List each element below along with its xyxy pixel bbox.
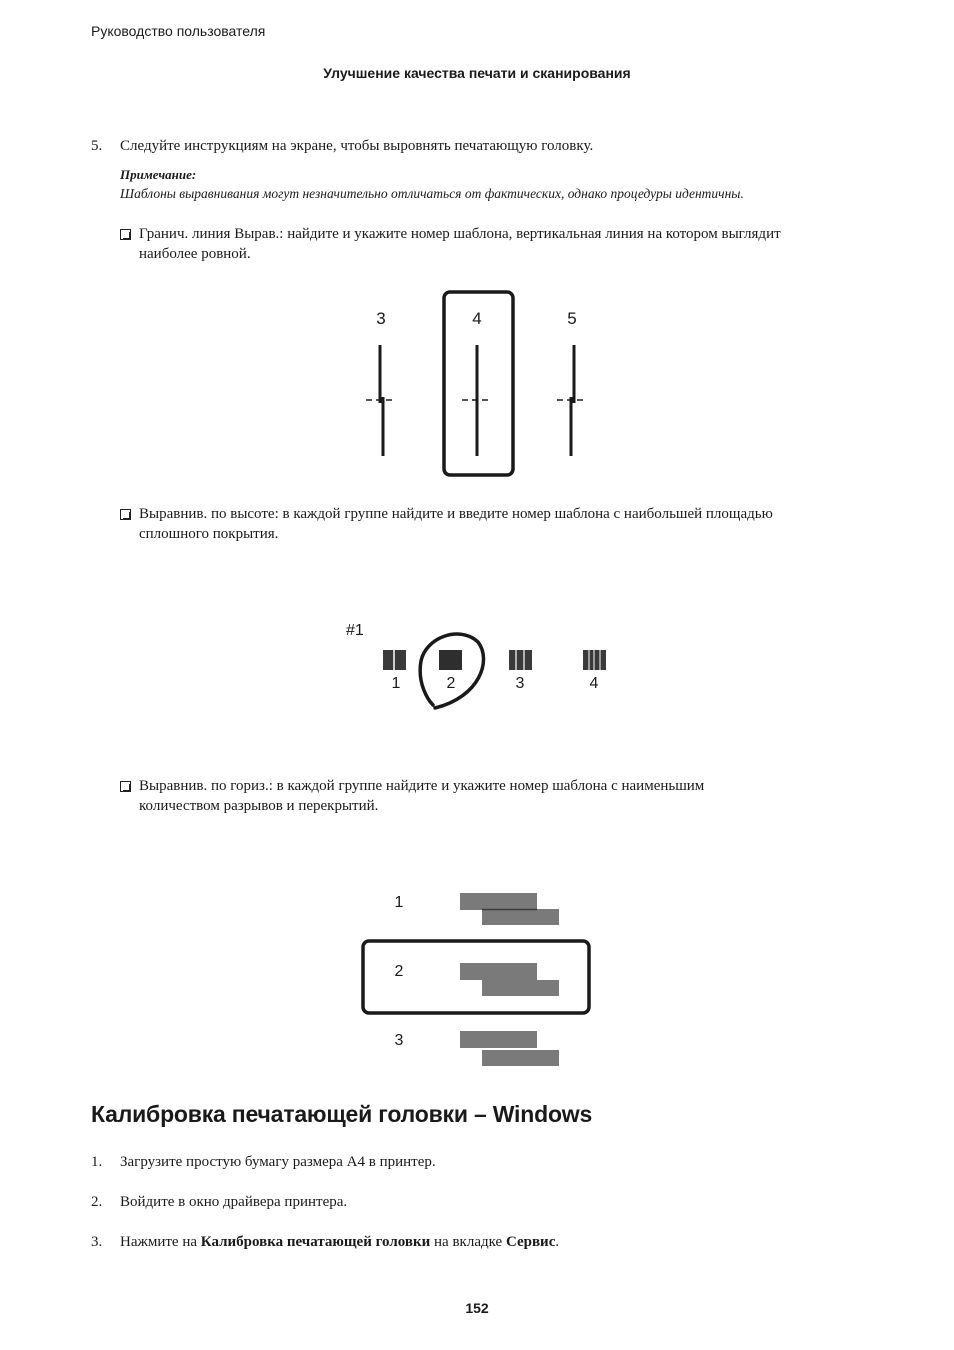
bullet-item <box>139 504 879 544</box>
step-number: 5. <box>91 138 103 154</box>
bullet-line: наиболее ровной. <box>139 246 251 262</box>
bullet-line: сплошного покрытия. <box>139 526 279 542</box>
bullet-item <box>139 224 879 264</box>
pattern-bar <box>460 1031 537 1048</box>
pattern-label: 2 <box>394 963 404 980</box>
bullet-line: Выравнив. по высоте: в каждой группе найдите и введите номер шаблона с наибольшей площадью <box>139 506 773 522</box>
step-text: Загрузите простую бумагу размера A4 в принтер. <box>120 1154 436 1170</box>
step-text-part: Нажмите на <box>120 1234 201 1250</box>
page-number: 152 <box>465 1300 489 1316</box>
note-text: Шаблоны выравнивания могут незначительно отличаться от фактических, однако процедуры идентичны. <box>120 186 744 201</box>
step-text <box>120 1232 559 1252</box>
pattern-bar <box>482 909 559 925</box>
pattern-label: 2 <box>446 675 456 692</box>
pattern-label: 3 <box>376 309 386 328</box>
ui-term: Сервис <box>505 1234 556 1250</box>
pattern-block <box>509 650 532 670</box>
step-text-part: на вкладке <box>430 1234 506 1250</box>
running-head: Руководство пользователя <box>91 23 266 39</box>
selection-circle <box>420 634 483 708</box>
pattern-label: 4 <box>589 675 599 692</box>
bullet-line: Выравнив. по гориз.: в каждой группе найдите и укажите номер шаблона с наименьшим <box>139 778 705 794</box>
figure-height-alignment <box>340 615 620 715</box>
ui-term: Калибровка печатающей головки <box>200 1234 431 1250</box>
figure-horizontal-alignment <box>340 880 620 1080</box>
note-label: Примечание: <box>120 167 197 182</box>
pattern-block <box>439 650 462 670</box>
section-title: Улучшение качества печати и сканирования <box>323 65 631 81</box>
step-number: 1. <box>91 1154 103 1170</box>
step-number: 2. <box>91 1194 103 1210</box>
pattern-bar <box>460 893 537 910</box>
step-number: 3. <box>91 1234 103 1250</box>
checkbox-bullet-icon <box>120 509 131 520</box>
step-text: Войдите в окно драйвера принтера. <box>120 1194 348 1210</box>
pattern-bar <box>460 963 537 980</box>
section-heading: Калибровка печатающей головки – Windows <box>91 1101 593 1127</box>
pattern-bar <box>482 980 559 996</box>
bullet-line: количеством разрывов и перекрытий. <box>139 798 379 814</box>
pattern-bar <box>482 1050 559 1066</box>
bullet-item <box>139 776 879 816</box>
pattern-label: 3 <box>394 1032 404 1049</box>
pattern-label: 5 <box>567 309 577 328</box>
pattern-label: 4 <box>472 309 482 328</box>
step-text: Следуйте инструкциям на экране, чтобы выровнять печатающую головку. <box>120 138 594 154</box>
pattern-label: 3 <box>515 675 525 692</box>
group-label: #1 <box>346 622 364 639</box>
figure-vertical-alignment <box>340 285 620 485</box>
checkbox-bullet-icon <box>120 229 131 240</box>
checkbox-bullet-icon <box>120 781 131 792</box>
pattern-label: 1 <box>394 894 404 911</box>
step-text-part: . <box>555 1234 560 1250</box>
pattern-label: 1 <box>391 675 401 692</box>
bullet-line: Гранич. линия Вырав.: найдите и укажите номер шаблона, вертикальная линия на котором выглядит <box>139 226 781 242</box>
